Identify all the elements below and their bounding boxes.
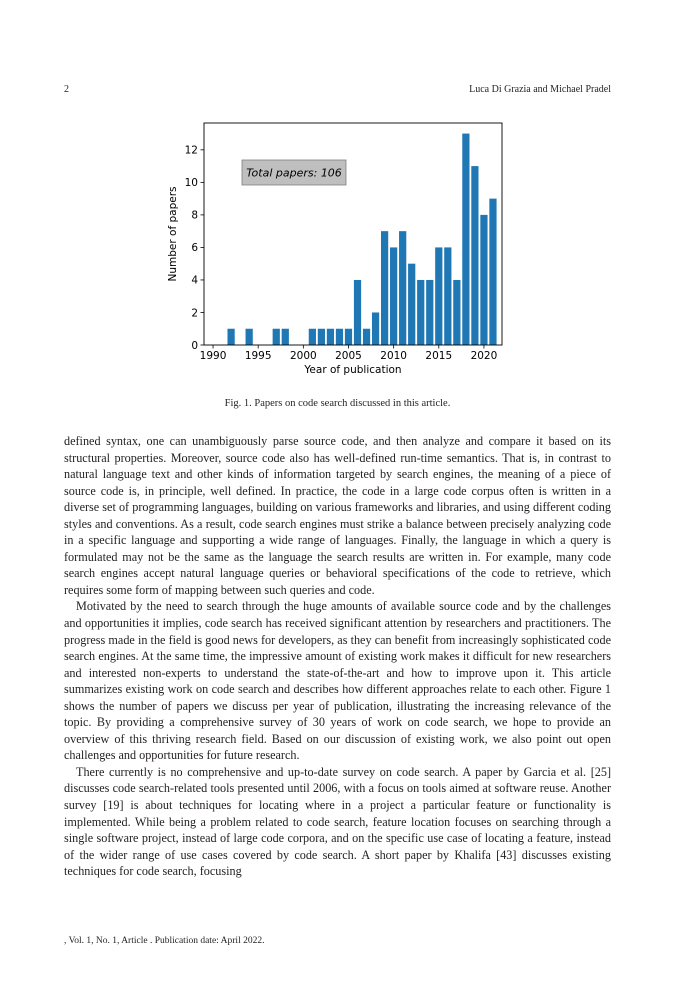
x-tick-label: 2020 [470,350,498,362]
running-head [64,84,611,98]
x-tick-label: 2010 [380,350,408,362]
x-tick-label: 2000 [289,350,317,362]
footer-publication-info: , Vol. 1, No. 1, Article . Publication date: April 2022. [64,936,265,946]
bar-2009 [381,231,388,345]
bar-2003 [327,329,334,345]
bar-2013 [417,280,424,345]
x-tick-label: 1990 [199,350,227,362]
chart-annotation-text: Total papers: 106 [246,166,342,180]
bar-2007 [363,329,370,345]
bar-2005 [345,329,352,345]
chart-x-axis-label: Year of publication [304,364,402,376]
chart-y-axis-label: Number of papers [167,186,179,282]
y-tick-label: 2 [191,307,198,320]
bar-2001 [309,329,316,345]
bar-2004 [336,329,343,345]
y-tick-label: 10 [184,177,198,190]
paragraph: defined syntax, one can unambiguously parse source code, and then analyze and compare it based on its structural properties. Moreover, source code also has well-defined run-time semantics. That is, in contrast to natural language text and other kinds of information targeted by search engines, the meaning of a piece of source code is, in principle, well defined. In practice, the code in a large code corpus often is written in a diverse set of programming languages, building on various frameworks and libraries, and using different coding styles and conventions. As a result, code search engines must strike a balance between precisely analyzing code in a specific language and supporting a wide range of languages. Finally, the language in which a query is formulated may not be the same as the language the search results are written in. For example, many code search engines accept natural language queries or behavioral specifications of the code to retrieve, which requires some form of mapping between such queries and code. [64,434,611,597]
bar-2015 [435,247,442,345]
bar-1997 [273,329,280,345]
y-tick-label: 6 [191,242,198,255]
bar-2006 [354,280,361,345]
y-tick-label: 4 [191,274,198,287]
bar-2011 [399,231,406,345]
body-text [64,433,611,880]
running-head-authors: Luca Di Grazia and Michael Pradel [469,84,611,95]
bar-2020 [480,215,487,345]
paragraph: Motivated by the need to search through the huge amounts of available source code and by the challenges and opportunities it implies, code search has received significant attention by researchers and practitioners. The progress made in the field is good news for developers, as they can benefit from increasingly sophisticated code search engines. At the same time, the impressive amount of existing work makes it difficult for new researchers and interested non-experts to understand the state-of-the-art and how to improve upon it. This article summarizes existing work on code search and describes how different approaches relate to each other. Figure 1 shows the number of papers we discuss per year of publication, illustrating the increasing relevance of the topic. By providing a comprehensive survey of 30 years of work on code search, we hope to provide an overview of this thriving research field. Based on our discussion of existing work, we also point out open challenges and opportunities for future research. [64,599,611,763]
bar-2021 [489,199,496,345]
bar-2014 [426,280,433,345]
figure-1-bar-chart [160,112,515,380]
x-tick-label: 1995 [244,350,272,362]
y-tick-label: 0 [191,339,198,352]
y-tick-label: 12 [184,144,198,157]
bar-1998 [282,329,289,345]
chart-x-axis [200,345,498,362]
bar-2012 [408,264,415,345]
bar-1992 [227,329,234,345]
chart-y-axis [185,145,204,352]
bar-2010 [390,247,397,345]
bar-1994 [246,329,253,345]
figure-caption: Fig. 1. Papers on code search discussed in this article. [224,398,451,409]
page-number: 2 [64,84,69,95]
bar-2018 [462,134,469,345]
x-tick-label: 2005 [335,350,362,362]
bar-2017 [453,280,460,345]
bar-2002 [318,329,325,345]
y-tick-label: 8 [191,209,198,222]
bar-2016 [444,247,451,345]
paragraph: There currently is no comprehensive and up-to-date survey on code search. A paper by Garcia et al. [25] discusses code search-related tools presented until 2006, with a focus on tools aimed at software reuse. Another survey [19] is about techniques for locating where in a project a particular feature or functionality is implemented. While being a problem related to code search, feature location focuses on searching through a single software project, instead of large code corpora, and on the specific use case of locating a feature, instead of the wider range of use cases covered by code search. A short paper by Khalifa [43] discusses existing techniques for code search, focusing [64,764,611,879]
bar-2008 [372,312,379,345]
bar-2019 [471,166,478,345]
x-tick-label: 2015 [425,350,453,362]
